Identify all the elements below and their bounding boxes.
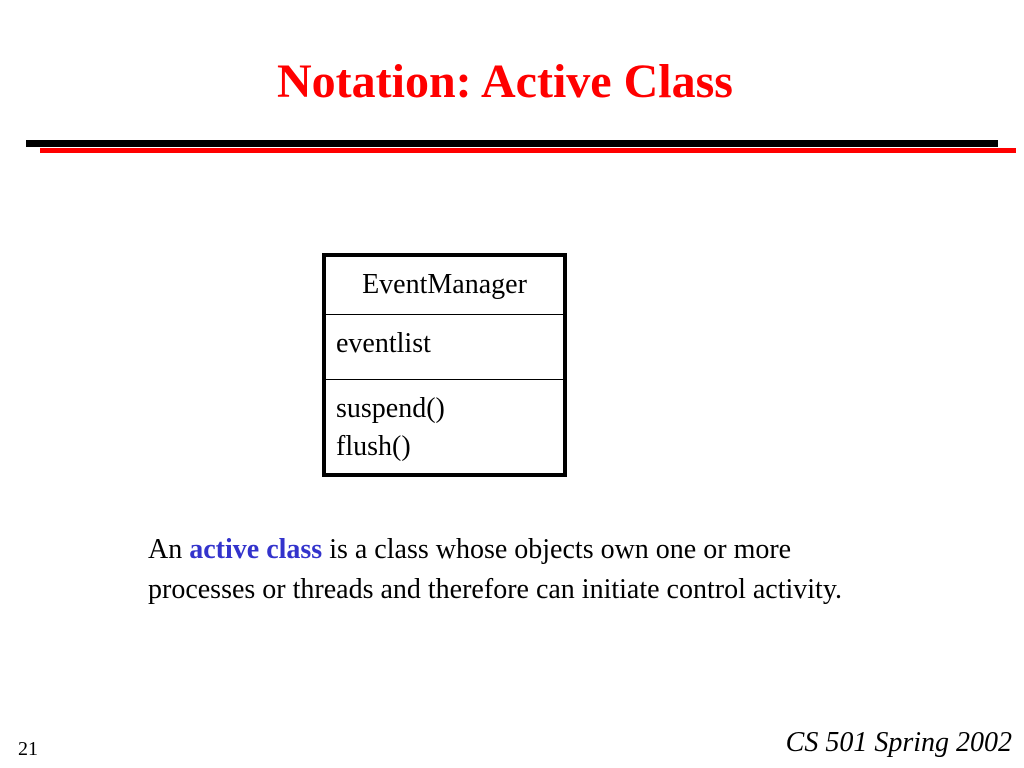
slide-title: Notation: Active Class xyxy=(277,55,733,108)
definition-term: active class xyxy=(189,534,323,565)
page-number: 21 xyxy=(18,738,38,760)
footer-course: CS 501 Spring 2002 xyxy=(785,727,1012,758)
uml-operation: suspend() xyxy=(336,393,445,424)
title-rule-red xyxy=(40,148,1016,153)
uml-operations-compartment xyxy=(326,379,563,473)
uml-operation: flush() xyxy=(336,431,411,462)
definition-prefix: An xyxy=(148,534,190,565)
uml-class-name: EventManager xyxy=(362,269,527,300)
title-rule-black xyxy=(26,140,998,147)
uml-attribute: eventlist xyxy=(336,328,431,359)
uml-class-box xyxy=(322,253,567,477)
uml-attributes-compartment xyxy=(326,314,563,379)
definition-text xyxy=(148,530,888,610)
definition-rest: is a class whose objects own one or more processes or threads and therefore can initiate control activity. xyxy=(148,534,843,605)
